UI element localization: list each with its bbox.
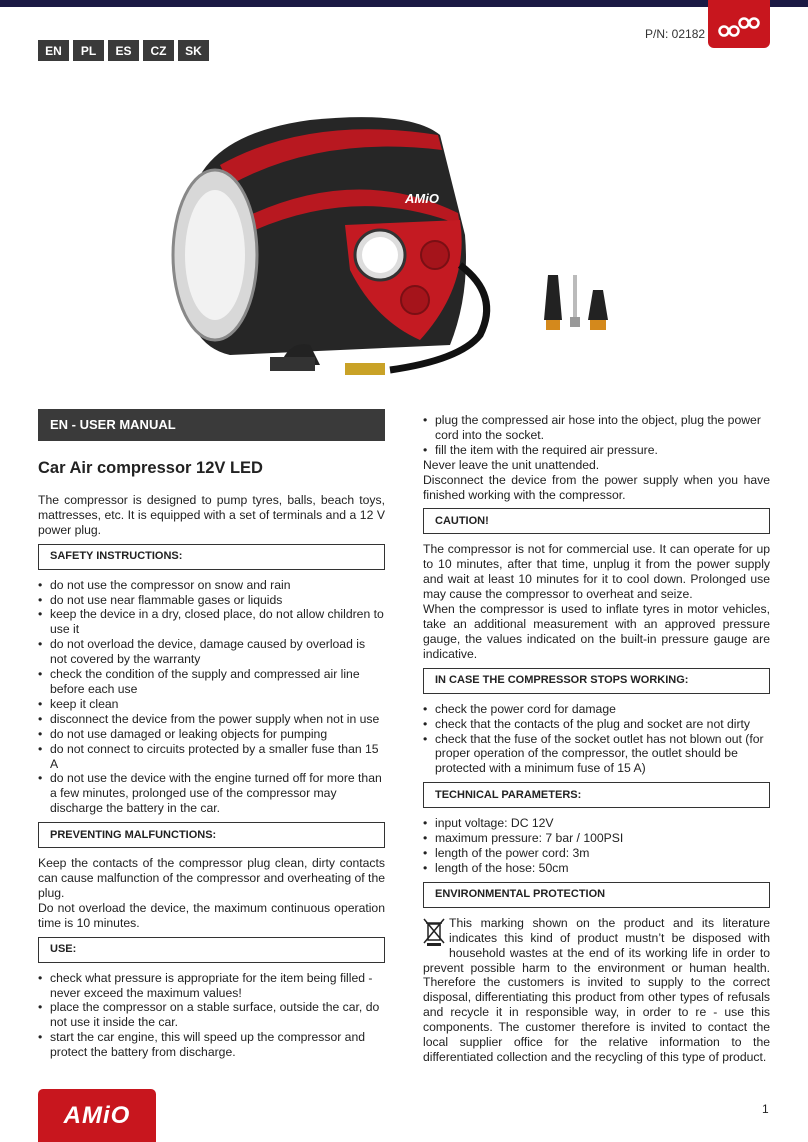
environment-heading: ENVIRONMENTAL PROTECTION xyxy=(423,882,770,908)
top-accent-bar xyxy=(0,0,808,7)
malfunctions-text: Keep the contacts of the compressor plug clean, dirty contacts can cause malfunction of the compressor and overheating of the plug. xyxy=(38,856,385,900)
technical-heading: TECHNICAL PARAMETERS: xyxy=(423,782,770,808)
list-item: • start the car engine, this will speed up the compressor and protect the battery from discharge. xyxy=(38,1030,385,1060)
list-item: • do not connect to circuits protected by a smaller fuse than 15 A xyxy=(38,742,385,772)
list-item: • do not use near flammable gases or liquids xyxy=(38,593,385,608)
list-item: • disconnect the device from the power supply when not in use xyxy=(38,712,385,727)
use-heading: USE: xyxy=(38,937,385,963)
list-item: • do not use the compressor on snow and rain xyxy=(38,578,385,593)
list-item: • check what pressure is appropriate for the item being filled - never exceed the maximum values! xyxy=(38,971,385,1001)
list-item: • keep it clean xyxy=(38,697,385,712)
intro-text: The compressor is designed to pump tyres, balls, beach toys, mattresses, etc. It is equipped with a set of terminals and a 12 V power plug. xyxy=(38,492,385,537)
footer-brand-logo xyxy=(38,1089,156,1142)
list-item: • check the power cord for damage xyxy=(423,702,770,717)
list-item: • check the condition of the supply and compressed air line before each use xyxy=(38,667,385,697)
lang-tab-cz[interactable]: CZ xyxy=(143,40,174,61)
list-item: • input voltage: DC 12V xyxy=(423,816,770,831)
malfunctions-text: Do not overload the device, the maximum continuous operation time is 10 minutes. xyxy=(38,900,385,930)
use-text: Never leave the unit unattended. xyxy=(423,457,600,472)
caution-text: When the compressor is used to inflate tyres in motor vehicles, take an additional measurement with an approved pressure gauge, the values indicated on the built-in pressure gauge are indicative. xyxy=(423,602,770,661)
use-list-continued xyxy=(423,413,770,458)
list-item: • keep the device in a dry, closed place, do not allow children to use it xyxy=(38,607,385,637)
list-item: • do not overload the device, damage caused by overload is not covered by the warranty xyxy=(38,637,385,667)
brand-logo-icon xyxy=(708,0,770,48)
language-tabs xyxy=(38,40,209,61)
svg-text:AMiO: AMiO xyxy=(405,191,439,206)
left-column xyxy=(38,409,385,1060)
use-text: Disconnect the device from the power supply when you have finished working with the compressor. xyxy=(423,472,770,502)
lang-tab-en[interactable]: EN xyxy=(38,40,69,61)
list-item: • do not use the device with the engine turned off for more than a few minutes, prolonged use of the compressor may discharge the battery in the car. xyxy=(38,771,385,816)
caution-heading: CAUTION! xyxy=(423,508,770,534)
malfunctions-heading: PREVENTING MALFUNCTIONS: xyxy=(38,822,385,848)
part-number: P/N: 02182 xyxy=(645,27,706,41)
technical-list xyxy=(423,816,770,876)
safety-list xyxy=(38,578,385,817)
environment-text: This marking shown on the product and its literature indicates this kind of product mustn’t be disposed with household wastes at the end of its working life in order to prevent possible harm to the environment or human health. Therefore the customers is invited to supply to the correct disposal, differentiating this product from other types of refusals and recycle it in responsible way, in order to re - use this components. The customer therefore is invited to contact the local supplier office for the relative information to the differentiated collection and the recycling of this type of product. xyxy=(423,915,770,1064)
use-list xyxy=(38,971,385,1060)
list-item: • fill the item with the required air pressure. xyxy=(423,443,770,458)
caution-text: The compressor is not for commercial use. It can operate for up to 10 minutes, after that time, unplug it from the power supply and wait at least 10 minutes for it to cool down. Prolonged use may cause the compressor to overheat and seize. xyxy=(423,542,770,602)
product-photo xyxy=(160,95,640,395)
footer-brand-text: AMiO xyxy=(63,1101,131,1129)
list-item: • check that the contacts of the plug and socket are not dirty xyxy=(423,717,770,732)
list-item: • place the compressor on a stable surface, outside the car, do not use it inside the car. xyxy=(38,1000,385,1030)
stops-working-heading: IN CASE THE COMPRESSOR STOPS WORKING: xyxy=(423,668,770,694)
page-number: 1 xyxy=(762,1102,769,1116)
lang-tab-sk[interactable]: SK xyxy=(178,40,209,61)
document-title: Car Air compressor 12V LED xyxy=(38,459,263,477)
section-bar: EN - USER MANUAL xyxy=(38,409,385,441)
right-column xyxy=(423,413,770,1065)
lang-tab-pl[interactable]: PL xyxy=(73,40,104,61)
list-item: • length of the hose: 50cm xyxy=(423,861,770,876)
list-item: • plug the compressed air hose into the object, plug the power cord into the socket. xyxy=(423,413,770,443)
list-item: • length of the power cord: 3m xyxy=(423,846,770,861)
crossed-bin-icon xyxy=(423,918,445,946)
list-item: • maximum pressure: 7 bar / 100PSI xyxy=(423,831,770,846)
list-item: • check that the fuse of the socket outlet has not blown out (for proper operation of the compressor, the outlet should be protected with a minimum fuse of 15 A) xyxy=(423,732,770,777)
lang-tab-es[interactable]: ES xyxy=(108,40,139,61)
stops-working-list xyxy=(423,702,770,777)
safety-heading: SAFETY INSTRUCTIONS: xyxy=(38,544,385,570)
list-item: • do not use damaged or leaking objects for pumping xyxy=(38,727,385,742)
